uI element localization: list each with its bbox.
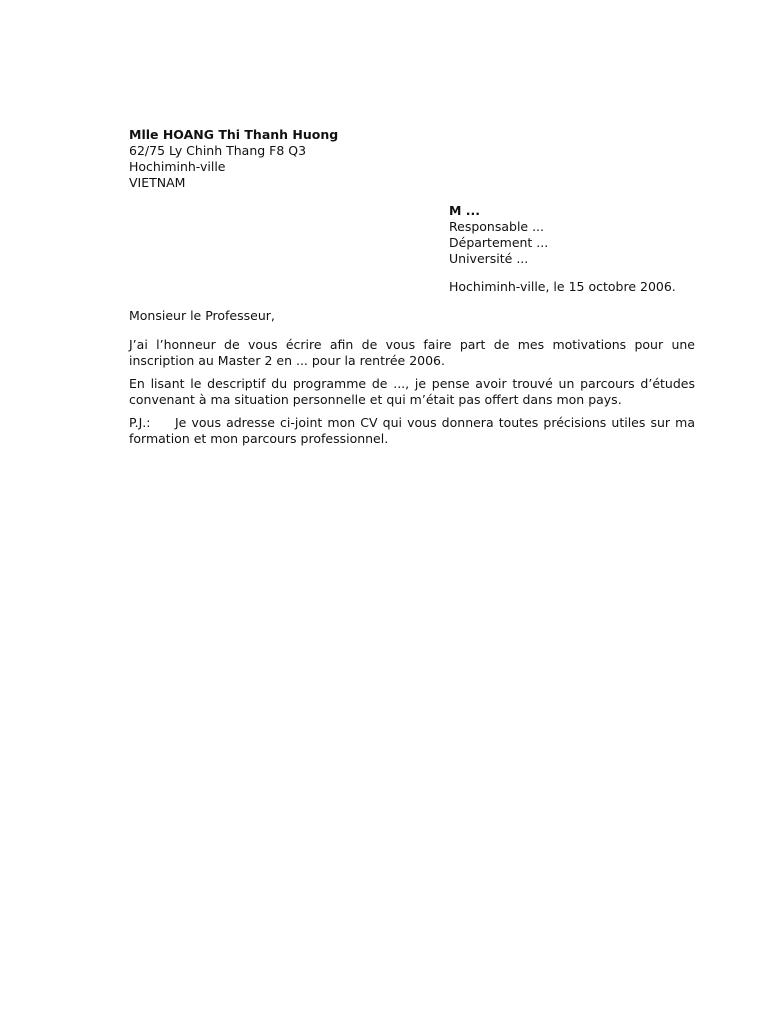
body-paragraph-1: J’ai l’honneur de vous écrire afin de vous faire part de mes motivations pour une inscription au Master 2 en ... pour la rentrée 2006. bbox=[129, 337, 695, 368]
recipient-block bbox=[449, 203, 548, 267]
salutation: Monsieur le Professeur, bbox=[129, 308, 275, 323]
recipient-line2: Département ... bbox=[449, 235, 549, 250]
recipient-line1: Responsable ... bbox=[449, 219, 544, 234]
sender-name: Mlle HOANG Thi Thanh Huong bbox=[129, 127, 339, 142]
attachment-text: Je vous adresse ci-joint mon CV qui vous donnera toutes précisions utiles sur ma formation et mon parcours professionnel. bbox=[129, 415, 695, 446]
recipient-name: M ... bbox=[449, 203, 481, 218]
body-paragraph-2: En lisant le descriptif du programme de ..., je pense avoir trouvé un parcours d’études convenant à ma situation personnelle et qui m’était pas offert dans mon pays. bbox=[129, 376, 695, 407]
sender-country: VIETNAM bbox=[129, 175, 186, 190]
letter-date: Hochiminh-ville, le 15 octobre 2006. bbox=[449, 279, 676, 294]
sender-address-line1: 62/75 Ly Chinh Thang F8 Q3 bbox=[129, 143, 307, 158]
recipient-line3: Université ... bbox=[449, 251, 529, 266]
sender-address-line2: Hochiminh-ville bbox=[129, 159, 226, 174]
attachment-label: P.J.: bbox=[129, 415, 151, 430]
attachment-paragraph bbox=[129, 415, 695, 446]
sender-block bbox=[129, 127, 338, 191]
